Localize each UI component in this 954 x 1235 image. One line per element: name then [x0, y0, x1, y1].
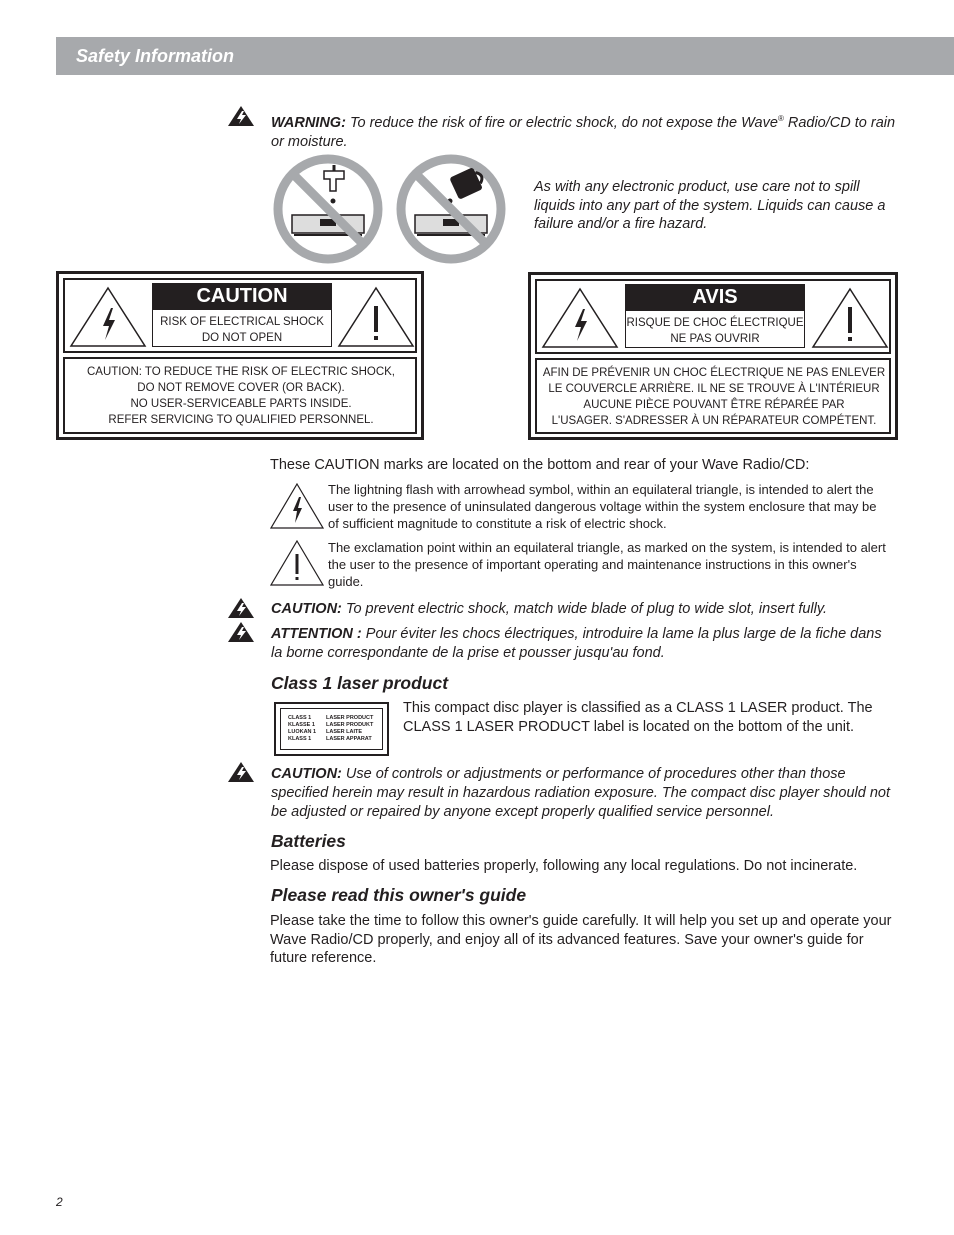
caution-line: DO NOT REMOVE COVER (OR BACK). [137, 382, 345, 394]
warning-triangle-icon [228, 106, 254, 126]
laser-text: This compact disc player is classified as a CLASS 1 LASER product. The CLASS 1 LASER PRODUCT label is located on the bottom of the unit. [403, 700, 873, 735]
laser-product-label [274, 702, 389, 756]
caution-plug-label: CAUTION: [271, 601, 342, 617]
guide-text: Please take the time to follow this owner's guide carefully. It will help you set up and operate your Wave Radio/CD properly, and enjoy all of its advanced features. Save your owner's guide for future reference. [270, 913, 892, 966]
no-water-faucet-icon [272, 153, 384, 265]
page-number: 2 [56, 1195, 63, 1209]
avis-line: LE COUVERCLE ARRIÈRE. IL NE SE TROUVE À L'INTÉRIEUR [548, 383, 880, 395]
attention-label: ATTENTION : [271, 626, 362, 642]
warning-text-end: Radio/CD to rain or moisture. [271, 114, 896, 150]
caution-sub-line: DO NOT OPEN [201, 332, 283, 344]
laser-label-text: KLASS 1 [288, 736, 312, 742]
caution-line: CAUTION: TO REDUCE THE RISK OF ELECTRIC SHOCK, [87, 366, 395, 378]
marks-intro: These CAUTION marks are located on the bottom and rear of your Wave Radio/CD: [270, 457, 810, 473]
lightning-triangle-icon [69, 286, 147, 348]
batteries-text: Please dispose of used batteries properly, following any local regulations. Do not incinerate. [270, 858, 858, 874]
caution-laser-paragraph [271, 765, 896, 822]
lightning-triangle-icon [541, 287, 619, 349]
caution-line: REFER SERVICING TO QUALIFIED PERSONNEL. [108, 414, 374, 426]
liquids-note: As with any electronic product, use care not to spill liquids into any part of the system. Liquids can cause a failure and/or a fire hazard. [534, 179, 886, 232]
no-liquid-cup-icon [395, 153, 507, 265]
warning-label: WARNING: [271, 114, 346, 131]
caution-line: NO USER-SERVICEABLE PARTS INSIDE. [130, 398, 352, 410]
laser-label-right [326, 715, 373, 743]
exclamation-triangle-icon [270, 540, 324, 586]
laser-label-left [288, 715, 316, 743]
caution-plug-paragraph [271, 600, 896, 619]
exclamation-triangle-icon [337, 286, 415, 348]
attention-paragraph [271, 625, 896, 663]
laser-label-text: LASER LAITE [326, 729, 363, 735]
caution-laser-label: CAUTION: [271, 766, 342, 782]
section-title: Safety Information [76, 46, 235, 66]
attention-text: Pour éviter les chocs électriques, introduire la lame la plus large de la fiche dans la borne correspondante de la prise et pousser jusqu'au fond. [271, 626, 882, 661]
caution-instructions [67, 364, 415, 428]
caution-subtitle [152, 309, 332, 347]
warning-triangle-icon [228, 622, 254, 642]
caution-laser-text: Use of controls or adjustments or performance of procedures other than those specified herein may result in hazardous radiation exposure. The compact disc player should not be adjusted or repaired by anyone except properly qualified service personnel. [271, 766, 891, 820]
avis-sub-line: NE PAS OUVRIR [670, 333, 760, 345]
laser-label-text: LASER PRODUKT [326, 722, 374, 728]
avis-instructions [539, 365, 889, 429]
lightning-description: The lightning flash with arrowhead symbol, within an equilateral triangle, is intended to alert the user to the presence of uninsulated dangerous voltage within the system enclosure that may be of sufficient magnitude to constitute a risk of electric shock. [328, 482, 877, 531]
exclamation-triangle-icon [811, 287, 889, 349]
caution-title: CAUTION [152, 283, 332, 309]
avis-label-box [528, 272, 898, 440]
warning-paragraph [271, 109, 896, 152]
warning-triangle-icon [228, 762, 254, 782]
lightning-triangle-icon [270, 483, 324, 529]
warning-triangle-icon [228, 598, 254, 618]
registered-mark: ® [777, 114, 784, 123]
section-header-bar [56, 37, 954, 75]
avis-subtitle [625, 310, 805, 348]
laser-label-text: KLASSE 1 [288, 722, 315, 728]
avis-sub-line: RISQUE DE CHOC ÉLECTRIQUE [626, 317, 804, 329]
caution-label-box [56, 271, 424, 440]
avis-line: AFIN DE PRÉVENIR UN CHOC ÉLECTRIQUE NE PAS ENLEVER [542, 367, 886, 379]
laser-heading: Class 1 laser product [271, 673, 449, 693]
laser-label-text: CLASS 1 [288, 715, 312, 721]
caution-plug-text: To prevent electric shock, match wide blade of plug to wide slot, insert fully. [341, 601, 828, 617]
laser-label-text: LUOKAN 1 [288, 729, 317, 735]
avis-line: AUCUNE PIÈCE POUVANT ÊTRE RÉPARÉE PAR [583, 399, 845, 411]
exclamation-description: The exclamation point within an equilateral triangle, as marked on the system, is intended to alert the user to the presence of important operating and maintenance instructions in this owner's guide. [328, 540, 886, 589]
warning-text: To reduce the risk of fire or electric shock, do not expose the Wave [345, 114, 778, 131]
avis-title: AVIS [625, 284, 805, 310]
guide-heading: Please read this owner's guide [271, 885, 527, 905]
avis-line: L'USAGER. S'ADRESSER À UN RÉPARATEUR COMPÉTENT. [551, 415, 877, 427]
caution-sub-line: RISK OF ELECTRICAL SHOCK [160, 316, 324, 328]
laser-label-text: LASER PRODUCT [326, 715, 374, 721]
laser-label-text: LASER APPARAT [326, 736, 372, 742]
batteries-heading: Batteries [271, 831, 346, 851]
